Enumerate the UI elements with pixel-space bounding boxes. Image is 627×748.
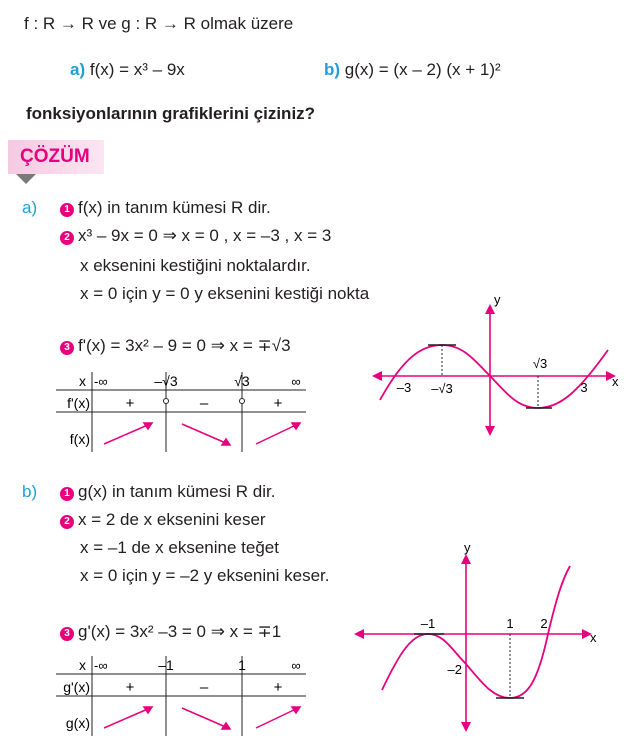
a-step2-text: x³ – 9x = 0 ⇒ x = 0 , x = –3 , x = 3	[78, 226, 332, 245]
graph-f-y-label: y	[494, 292, 501, 307]
solution-badge-label: ÇÖZÜM	[20, 146, 90, 167]
arrow-down-icon	[14, 172, 38, 186]
decreasing-arrow	[182, 708, 228, 728]
a-step2	[60, 226, 331, 246]
b-step3-text: g'(x) = 3x² –3 = 0 ⇒ x = ∓1	[78, 622, 282, 641]
graph-g-tick: –1	[420, 616, 436, 631]
table-b-x-value: 1	[238, 657, 246, 673]
table-a-x-value: √3	[234, 373, 250, 389]
graph-f-x-label: x	[612, 374, 619, 389]
increasing-arrow	[104, 708, 150, 728]
b-step2b: x = –1 de x eksenine teğet	[80, 538, 279, 557]
sign-table-a	[56, 368, 306, 452]
b-step3	[60, 622, 281, 642]
b-step1-text: g(x) in tanım kümesi R dir.	[78, 482, 276, 501]
a-step3-text: f'(x) = 3x² – 9 = 0 ⇒ x = ∓√3	[78, 336, 291, 355]
part-a-func: f(x) = x³ – 9x	[89, 60, 185, 79]
step-number-2: 2	[60, 231, 74, 245]
intro-text: f : R → R ve g : R → R olmak üzere	[24, 14, 294, 33]
table-a-x-value: ∞	[291, 374, 301, 389]
a-step1-text: f(x) in tanım kümesi R dir.	[78, 198, 271, 217]
solution-badge	[8, 140, 104, 174]
part-b-func: g(x) = (x – 2) (x + 1)²	[344, 60, 501, 79]
zero-marker	[240, 399, 245, 404]
table-a-f-label: f(x)	[69, 431, 90, 447]
graph-g-y-label: y	[464, 540, 471, 555]
g-curve	[382, 566, 570, 698]
table-b-x-label: x	[79, 657, 86, 673]
graph-g-tick: –2	[447, 662, 462, 677]
graph-f-tick: 3	[580, 380, 588, 395]
step-number-2: 2	[60, 515, 74, 529]
a-step1	[60, 198, 271, 218]
increasing-arrow	[104, 424, 150, 444]
table-b-x-value: -∞	[94, 658, 108, 673]
step-number-1: 1	[60, 203, 74, 217]
table-a-sign: +	[273, 395, 283, 412]
table-a-x-value: –√3	[154, 373, 178, 389]
graph-g-tick: 1	[506, 616, 514, 631]
graph-f	[372, 290, 624, 440]
part-b-heading	[324, 60, 501, 80]
part-a-label: a)	[70, 60, 86, 79]
zero-marker	[164, 399, 169, 404]
graph-f-tick: –3	[396, 380, 412, 395]
table-a-sign: –	[199, 395, 209, 412]
part-a-heading	[70, 60, 185, 80]
table-b-sign: +	[273, 679, 283, 696]
b-label: b)	[22, 482, 38, 501]
sign-table-b	[56, 652, 306, 736]
graph-f-tick: –√3	[431, 381, 453, 396]
b-step2	[60, 510, 266, 530]
part-b-label: b)	[324, 60, 341, 79]
a-label: a)	[22, 198, 38, 217]
a-step3	[60, 336, 291, 356]
table-a-sign: +	[125, 395, 135, 412]
decreasing-arrow	[182, 424, 228, 444]
b-step1	[60, 482, 275, 502]
table-b-x-value: –1	[158, 657, 174, 673]
table-a-fp-label: f'(x)	[67, 395, 90, 411]
step-number-3: 3	[60, 341, 74, 355]
increasing-arrow	[256, 708, 298, 728]
table-a-x-label: x	[79, 373, 86, 389]
step-number-3: 3	[60, 627, 74, 641]
increasing-arrow	[256, 424, 298, 444]
task-text: fonksiyonlarının grafiklerini çiziniz?	[26, 104, 316, 123]
table-a-x-value: -∞	[94, 374, 108, 389]
a-step2b: x eksenini kestiğini noktalardır.	[80, 256, 311, 275]
graph-f-tick: √3	[532, 356, 548, 371]
graph-g	[352, 540, 614, 740]
table-b-g-label: g(x)	[65, 715, 90, 731]
step-number-1: 1	[60, 487, 74, 501]
table-b-sign: –	[199, 679, 209, 696]
graph-g-tick: 2	[540, 616, 548, 631]
table-b-x-value: ∞	[291, 658, 301, 673]
table-b-gp-label: g'(x)	[63, 679, 90, 695]
b-step2c: x = 0 için y = –2 y eksenini keser.	[80, 566, 330, 585]
b-step2-text: x = 2 de x eksenini keser	[78, 510, 266, 529]
graph-g-x-label: x	[590, 630, 597, 645]
table-b-sign: +	[125, 679, 135, 696]
a-step2c: x = 0 için y = 0 y eksenini kestiği nokta	[80, 284, 370, 303]
